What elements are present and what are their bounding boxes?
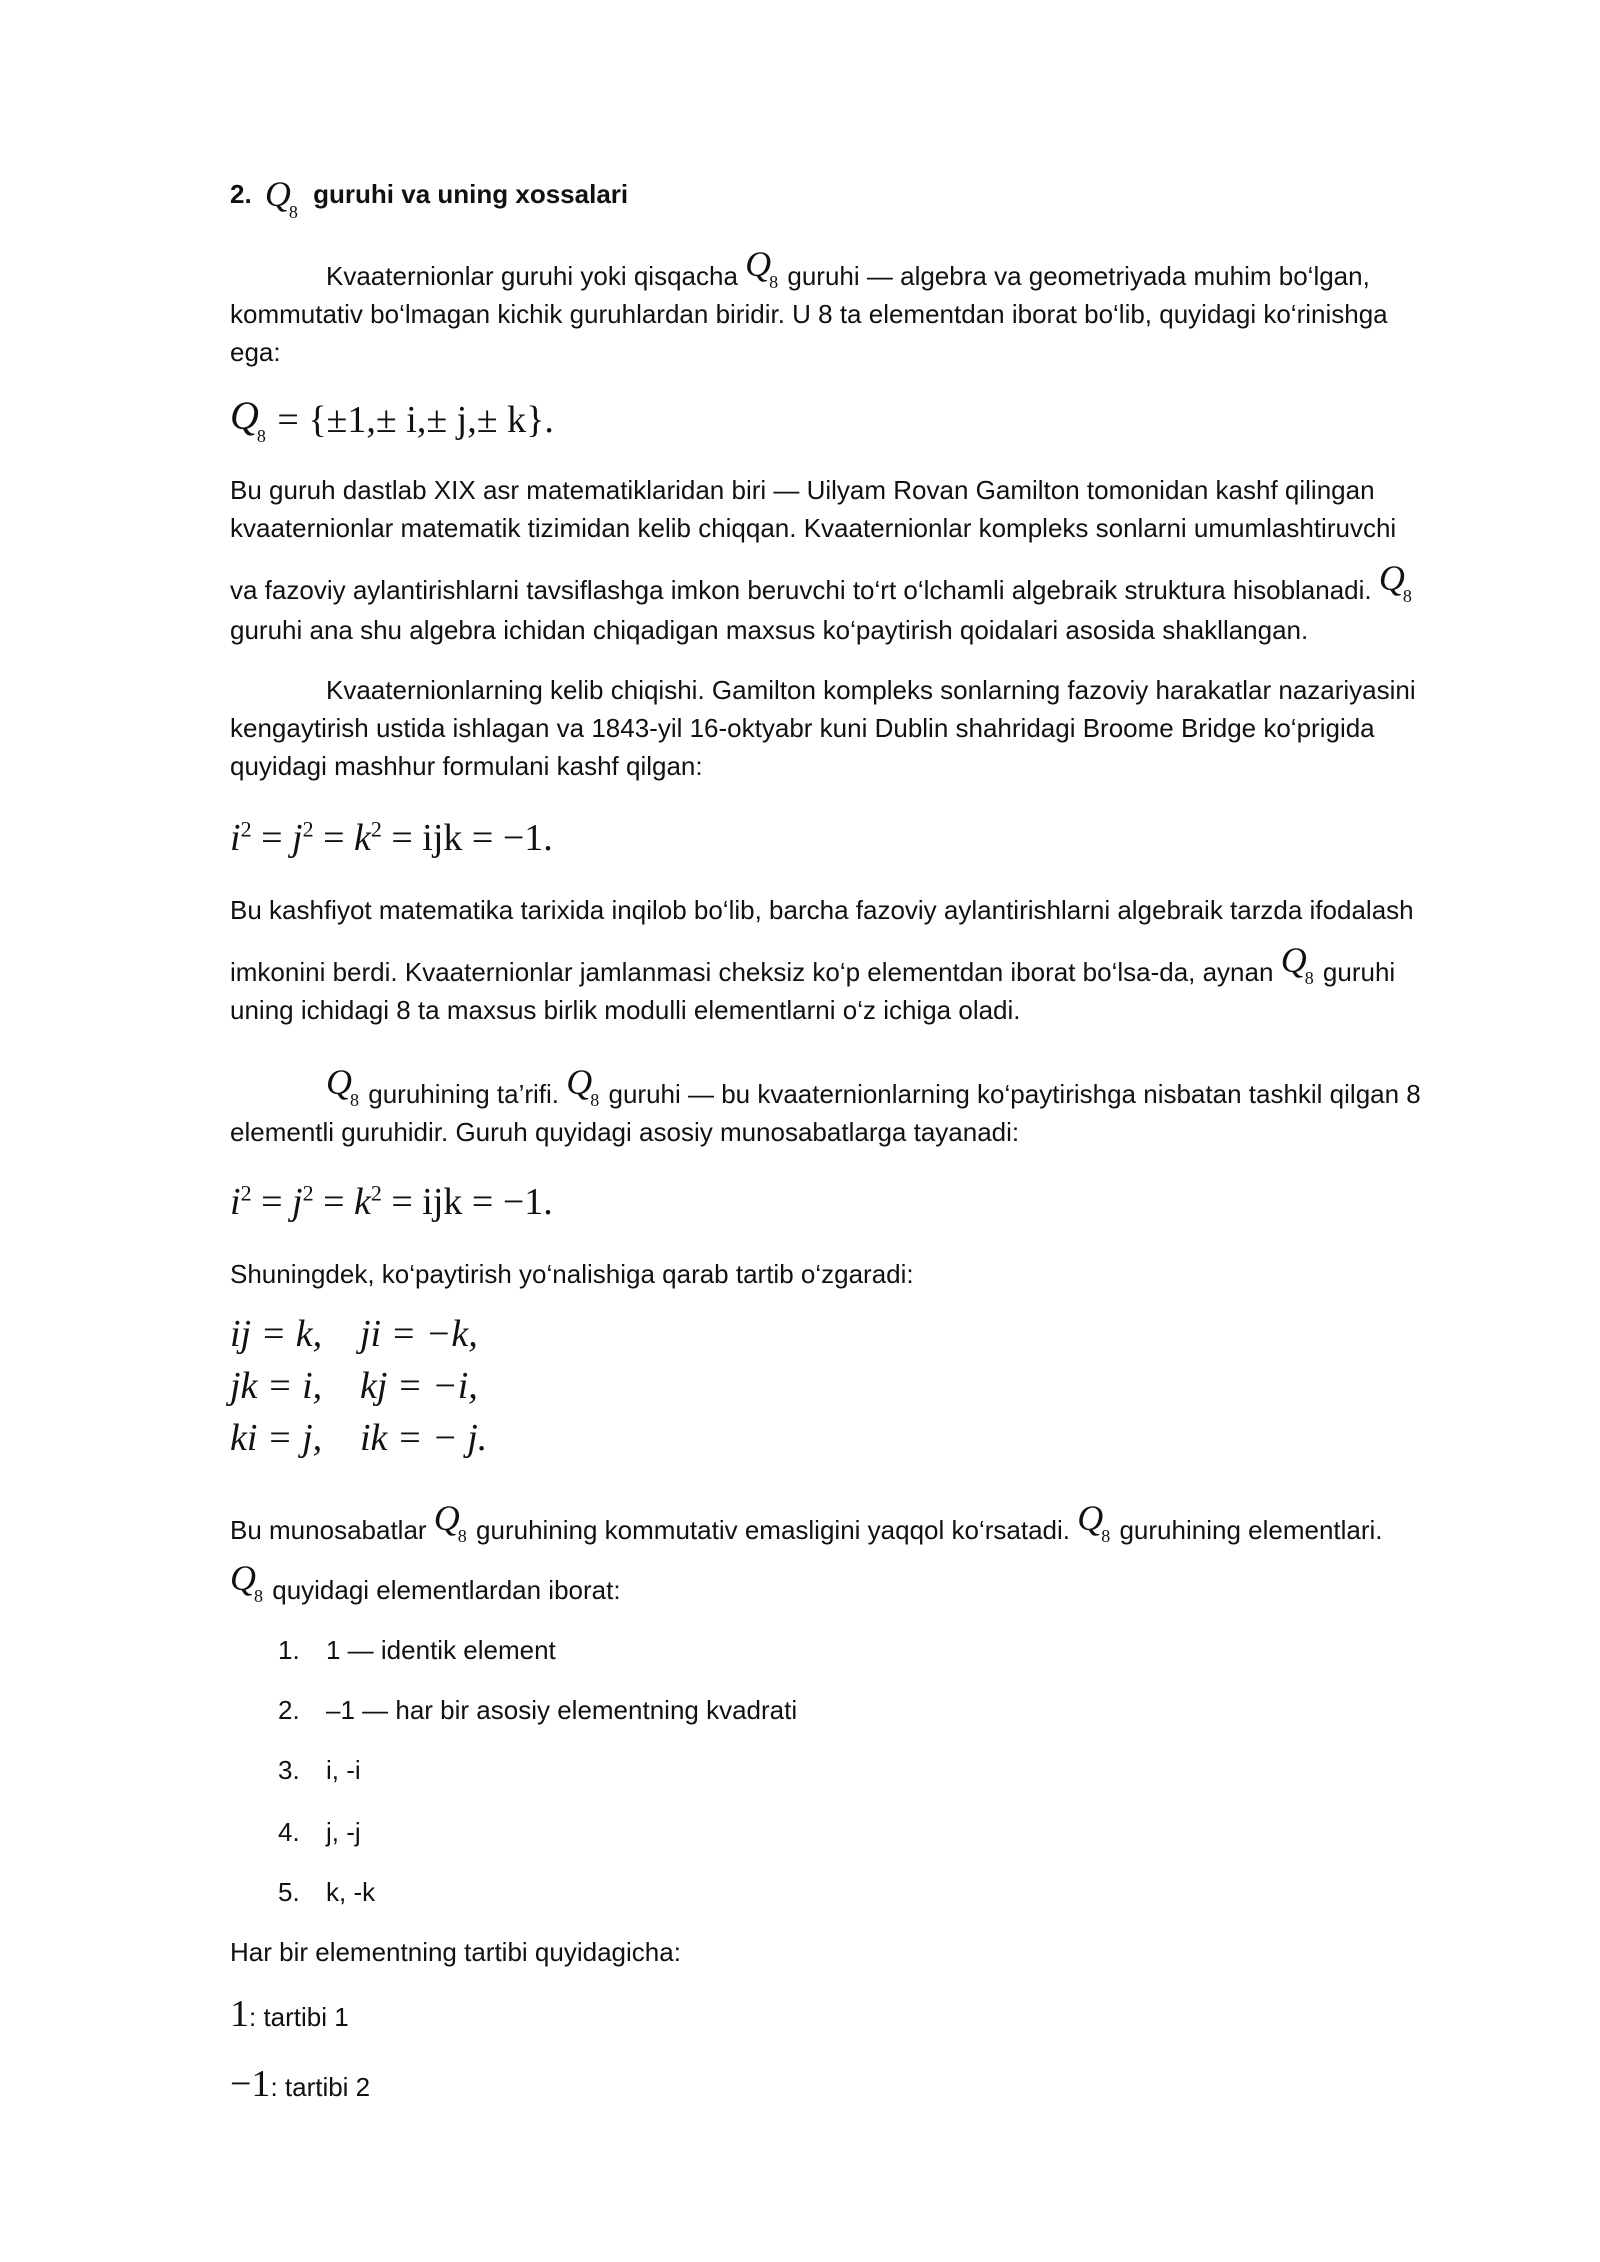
- paragraph-1-line-2: kommutativ bo‘lmagan kichik guruhlardan biridir. U 8 ta elementdan iborat bo‘lib, quyidagi ko‘rinishga: [230, 299, 1388, 329]
- paragraph-5-line-1: $Q_8$ guruhining ta’rifi. $Q_8$ guruhi — bu kvaaternionlarning ko‘paytirishga nisbatan tashkil qilgan 8: [326, 1076, 1421, 1114]
- section-title: guruhi va uning xossalari: [313, 179, 629, 209]
- section-heading: [230, 176, 628, 226]
- relation-ij: ij = k,: [230, 1313, 323, 1355]
- paragraph-8: Har bir elementning tartibi quyidagicha:: [230, 1937, 681, 1967]
- q8-symbol: $Q_8$: [745, 244, 779, 293]
- q8-symbol: $Q_8$: [264, 174, 298, 223]
- ijk-equation: $i^2 = j^2 = k^2$ = ijk = −1.: [230, 816, 553, 859]
- q8-symbol: $Q_8$: [1378, 558, 1412, 607]
- paragraph-7-line-1: Bu munosabatlar $Q_8$ guruhining kommutativ emasligini yaqqol ko‘rsatadi. $Q_8$ guruhining elementlari.: [230, 1512, 1383, 1550]
- paragraph-5-line-2: elementli guruhidir. Guruh quyidagi asosiy munosabatlarga tayanadi:: [230, 1117, 1020, 1147]
- list-item: i, -i: [326, 1755, 361, 1785]
- list-item: –1 — har bir asosiy elementning kvadrati: [326, 1695, 798, 1725]
- q8-symbol: $Q_8$: [1077, 1498, 1111, 1547]
- ijk-equation-2: $i^2 = j^2 = k^2$ = ijk = −1.: [230, 1180, 553, 1223]
- paragraph-3-line-2: kengaytirish ustida ishlagan va 1843-yil 16-oktyabr kuni Dublin shahridagi Broome Bridge ko‘prigida: [230, 713, 1375, 743]
- paragraph-2-line-4: guruhi ana shu algebra ichidan chiqadigan maxsus ko‘paytirish qoidalari asosida shakllangan.: [230, 615, 1309, 645]
- order-line-2: [230, 2062, 370, 2106]
- list-number: 3.: [278, 1755, 300, 1785]
- list-item: k, -k: [326, 1877, 376, 1907]
- order-text: : tartibi 2: [270, 2072, 371, 2102]
- paragraph-4-line-1: Bu kashfiyot matematika tarixida inqilob bo‘lib, barcha fazoviy aylantirishlarni algebraik tarzda ifodalash: [230, 895, 1414, 925]
- paragraph-4-line-2: imkonini berdi. Kvaaternionlar jamlanmasi cheksiz ko‘p elementdan iborat bo‘lsa-da, aynan $Q_8$ guruhi: [230, 954, 1395, 992]
- section-number: 2.: [230, 179, 252, 209]
- q8-set-equation: $Q_8 = \{\pm 1,\pm i,\pm j,\pm k\}$.: [230, 393, 554, 446]
- paragraph-4-line-3: uning ichidagi 8 ta maxsus birlik modulli elementlarni o‘z ichiga oladi.: [230, 995, 1021, 1025]
- paragraph-7-line-2: $Q_8$ quyidagi elementlardan iborat:: [230, 1572, 621, 1610]
- q8-symbol: $Q_8$: [1280, 940, 1314, 989]
- paragraph-2-line-1: Bu guruh dastlab XIX asr matematiklaridan biri — Uilyam Rovan Gamilton tomonidan kashf qilingan: [230, 475, 1375, 505]
- paragraph-3-line-1: Kvaaternionlarning kelib chiqishi. Gamilton kompleks sonlarning fazoviy harakatlar nazariyasini: [326, 675, 1416, 705]
- q8-symbol: $Q_8$: [230, 1558, 263, 1607]
- list-number: 2.: [278, 1695, 300, 1725]
- list-item: j, -j: [326, 1817, 361, 1847]
- list-item: 1 — identik element: [326, 1635, 556, 1665]
- paragraph-2-line-3: va fazoviy aylantirishlarni tavsiflashga imkon beruvchi to‘rt o‘lchamli algebraik struktura hisoblanadi. $Q_8$: [230, 572, 1414, 610]
- relation-kj: kj = −i,: [360, 1365, 478, 1407]
- paragraph-3-line-3: quyidagi mashhur formulani kashf qilgan:: [230, 751, 703, 781]
- q8-symbol: $Q_8$: [326, 1062, 359, 1111]
- relation-ik: ik = − j.: [360, 1417, 488, 1459]
- order-line-1: [230, 1992, 349, 2036]
- paragraph-1-line-3: ega:: [230, 337, 281, 367]
- paragraph-2-line-2: kvaaternionlar matematik tizimidan kelib chiqqan. Kvaaternionlar kompleks sonlarni umumlashtiruvchi: [230, 513, 1397, 543]
- list-number: 1.: [278, 1635, 300, 1665]
- list-number: 5.: [278, 1877, 300, 1907]
- relation-ki: ki = j,: [230, 1417, 323, 1459]
- paragraph-1-line-1: Kvaaternionlar guruhi yoki qisqacha $Q_8$ guruhi — algebra va geometriyada muhim bo‘lgan,: [326, 258, 1370, 296]
- order-text: : tartibi 1: [249, 2002, 349, 2032]
- q8-symbol: $Q_8$: [566, 1062, 600, 1111]
- relation-ji: ji = −k,: [360, 1313, 478, 1355]
- order-value: −1: [230, 2063, 271, 2105]
- relation-jk: jk = i,: [230, 1365, 323, 1407]
- list-number: 4.: [278, 1817, 300, 1847]
- paragraph-6: Shuningdek, ko‘paytirish yo‘nalishiga qarab tartib o‘zgaradi:: [230, 1259, 914, 1289]
- q8-symbol: $Q_8$: [433, 1498, 467, 1547]
- order-value: 1: [230, 1993, 249, 2035]
